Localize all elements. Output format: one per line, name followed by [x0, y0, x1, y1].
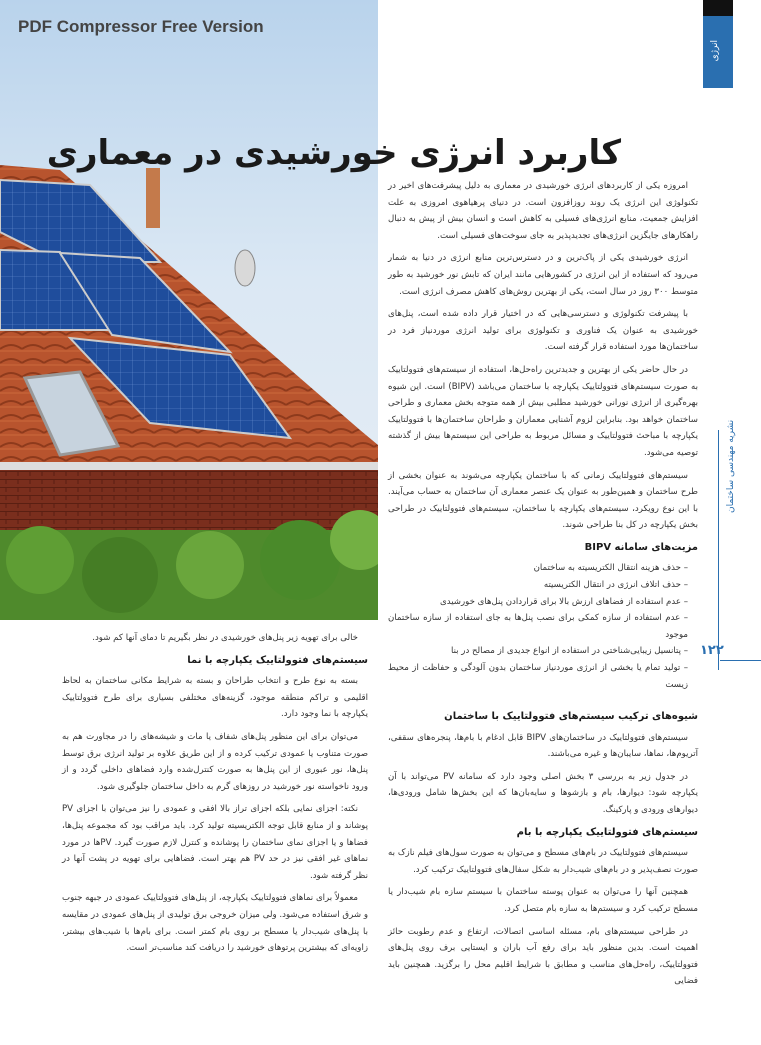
benefits-list [388, 560, 698, 693]
chimney [146, 168, 160, 228]
paragraph: در جدول زیر به بررسی ۳ بخش اصلی وجود دارد که سامانه PV می‌تواند با آن یکپارچه شود: دیوارها، بام و بازشوها و سایه‌بان‌ها که این بخش‌ها شامل ورودی‌ها، دیوارهای ورودی و پارکینگ. [388, 771, 698, 815]
paragraph: انرژی خورشیدی یکی از پاک‌ترین و در دسترس‌ترین منابع انرژی در دنیا به شمار می‌رود که استفاده از این انرژی در کشورهایی مانند ایران که تابش نور خورشید به طور متوسط ۳۰۰ روز در سال است، یکی از بهترین روش‌های کاهش مصرف انرژی است. [388, 253, 698, 297]
paragraph: همچنین آنها را می‌توان به عنوان پوسته ساختمان با سیستم سازه بام شیب‌دار یا مسطح ترکیب کرد و سیستم‌ها به سازه بام متصل کرد. [388, 887, 698, 914]
article-title: کاربرد انرژی خورشیدی در معماری [46, 132, 621, 173]
page-number: ۱۲۲ [700, 643, 724, 658]
paragraph: در طراحی سیستم‌های بام، مسئله اساسی اتصالات، ارتفاع و عدم رطوبت حائز اهمیت است. بدین منظور باید برای رفع آب باران و ایستایی برف روی پنل‌های فتوولتاییک، راه‌حل‌های مناسب و مطابق با شرایط اقلیم محل را برگزید. همچنین باید فضایی [388, 926, 698, 987]
facade-heading: سیستم‌های فتوولتاییک یکپارچه با نما [187, 654, 368, 666]
list-item: – پتانسیل زیبایی‌شناختی در استفاده از انواع جدیدی از مصالح در بنا [388, 643, 688, 660]
list-item: – تولید تمام یا بخشی از انرژی موردنیاز ساختمان بدون آلودگی و حفاظت از محیط زیست [388, 660, 688, 693]
paragraph: بسته به نوع طرح و انتخاب طراحان و بسته به شرایط مکانی ساختمان به لحاظ اقلیمی و تراکم منطقه موجود، گزینه‌های مختلفی بسیاری برای طرح فتوولتاییک یکپارچه با نما وجود دارد. [62, 676, 368, 720]
list-item: – حذف هزینه انتقال الکتریسیته به ساختمان [388, 560, 688, 577]
right-column [388, 178, 698, 697]
satellite-dish [235, 250, 255, 286]
roof-illustration [0, 0, 378, 620]
section-tab-label: انرژی [710, 40, 720, 62]
paragraph: در حال حاضر یکی از بهترین و جدیدترین راه‌حل‌ها، استفاده از سیستم‌های فتوولتاییک به صورت سیستم‌های فتوولتاییک یکپارچه با ساختمان می‌باشد (BIPV) است. این شیوه بهره‌گیری از انرژی نورانی خورشید مطلبی بیش از همه متوجه بخش معماری و طراحی ساختمان خواهد بود. بنابراین لزوم آشنایی معماران و طراحان ساختمان‌ها با فتوولتاییک یکپارچه با مباحث فتوولتاییک و مسائل مربوط به طراحی این سیستم‌ها بیش از گذشته توصیه می‌شود. [388, 364, 698, 458]
paragraph: سیستم‌های فتوولتاییک زمانی که با ساختمان یکپارچه می‌شوند به عنوان بخشی از طرح ساختمان و همین‌طور به عنوان یک عنصر معماری آن ساختمان به حساب می‌آیند. با این نوع رویکرد، سیستم‌های یکپارچه با ساختمان، سیستم‌های فتوولتاییک در طراحی بخش یکپارچه در کل بنا طراحی شوند. [388, 470, 698, 531]
paragraph: سیستم‌های فتوولتاییک در ساختمان‌های BIPV قابل ادغام با بام‌ها، پنجره‌های سقفی، آتریوم‌ها، نماها، سایبان‌ها و غیره می‌باشند. [388, 732, 698, 760]
watermark-label: PDF Compressor Free Version [18, 17, 264, 36]
paragraph: می‌توان برای این منظور پنل‌های شفاف یا مات و شیشه‌های را در مجاورت هم به صورت متناوب یا عمودی ترکیب کرده و از این طریق علاوه بر تولید انرژی برق توسط پنل‌ها، نور عبوری از این پنل‌ها به صورت کنترل‌شده وارد فضاهای داخلی گردد و از ورود ناخواسته نور خورشید در روزهای گرم به داخل ساختمان جلوگیری شود. [62, 731, 368, 792]
paragraph: با پیشرفت تکنولوژی و دسترسی‌هایی که در اختیار قرار داده شده است، پنل‌های خورشیدی به عنوان یک فناوری و تکنولوژی برای تولید انرژی موردنیاز فرد در ساختمان‌ها مورد استفاده قرار گرفته است. [388, 309, 698, 353]
paragraph: خالی برای تهویه زیر پنل‌های خورشیدی در نظر بگیریم تا دمای آنها کم شود. [92, 633, 358, 643]
benefits-heading: مزیت‌های سامانه BIPV [584, 541, 698, 553]
paragraph: نکته: اجزای نمایی بلکه اجزای تراز بالا افقی و عمودی را نیز می‌توان با اجزای PV پوشاند و از منابع قابل توجه الکتریسیته تولید کرد. باید مراقب بود که مجموعه پنل‌ها، فضاها و یا اجزای نمای ساختمان را پوشانده و کنترل لازم صورت گیرد. PV‌ها در مورد نماهای غیر افقی نیز در حد PV هم بهتر است. فضاهایی برای تهویه در پشت آنها در نظر گرفته شود. [62, 804, 368, 881]
roof-heading: سیستم‌های فتوولتاییک یکپارچه با بام [516, 826, 698, 838]
list-item: – عدم استفاده از سازه کمکی برای نصب پنل‌ها به جای استفاده از سازه ساختمان موجود [388, 610, 688, 643]
side-divider [718, 430, 719, 670]
paragraph: معمولاً برای نماهای فتوولتاییک یکپارچه، از پنل‌های فتوولتاییک عمودی در جبهه جنوب و شرق استفاده می‌شود. ولی میزان خروجی برق تولیدی از پنل‌های عمودی در مقایسه با پنل‌های شیب‌دار یا مسطح بر روی بام کمتر است. برای بام‌ها با شیب‌های بیشتر، زاویه‌ای که بیشترین پرتوهای خورشید را دریافت کند مناسب‌تر است. [62, 893, 368, 954]
journal-side-label: نشریه مهندسی ساختمان [726, 420, 736, 514]
paragraph: امروزه یکی از کاربردهای انرژی خورشیدی در معماری به دلیل پیشرفت‌های اخیر در تکنولوژی این انرژی یک روند روزافزون است. در دنیای پرهیاهوی امروزی به علت افزایش جمعیت، منابع انرژی‌های فسیلی به کاهش است و انسان بیش از پیش به دنبال راهکارهای جایگزین انرژی‌های تجدیدپذیر به جای سوخت‌های فسیلی است. [388, 181, 698, 241]
right-column-lower [388, 705, 698, 996]
paragraph: سیستم‌های فتوولتاییک در بام‌های مسطح و می‌توان به صورت سول‌های فیلم نازک به صورت نصف‌پذیر و در بام‌های شیب‌دار به شکل سفال‌های فتوولتاییک ترکیب کرد. [388, 848, 698, 875]
list-item: – حذف اتلاف انرژی در انتقال الکتریسیته [388, 577, 688, 594]
list-item: – عدم استفاده از فضاهای ارزش بالا برای قراردادن پنل‌های خورشیدی [388, 594, 688, 611]
page-number-rule [720, 660, 761, 661]
solar-roof-photo [0, 0, 378, 620]
placement-heading: شیوه‌های ترکیب سیستم‌های فتوولتاییک با ساختمان [444, 711, 698, 722]
left-column [62, 630, 368, 963]
